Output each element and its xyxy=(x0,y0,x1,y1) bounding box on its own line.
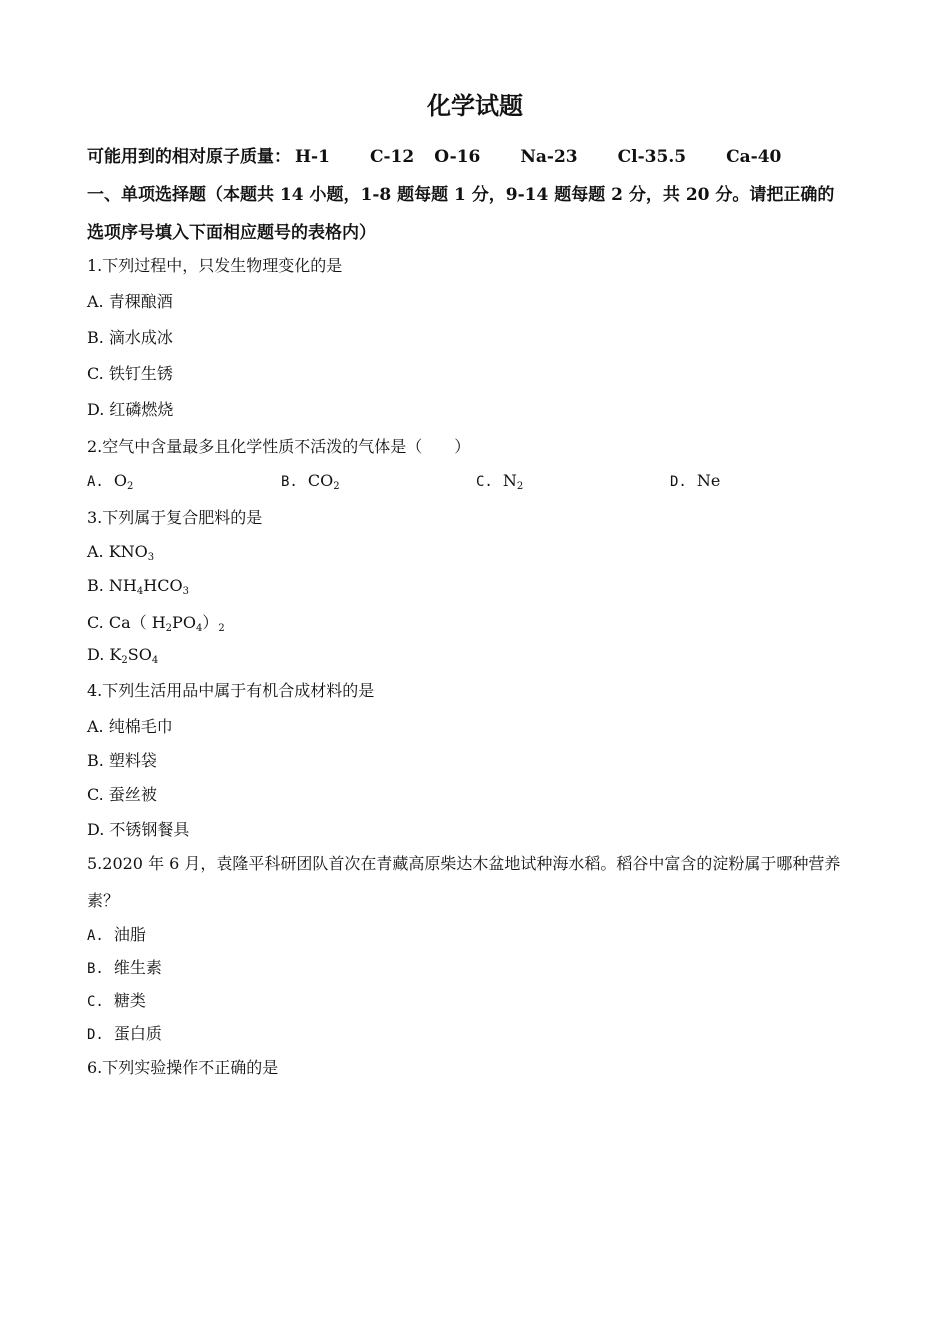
question-2-stem: 2.空气中含量最多且化学性质不活泼的气体是（ ） xyxy=(87,437,471,456)
q1-option-b: B. 滴水成冰 xyxy=(87,328,173,347)
question-3-stem: 3.下列属于复合肥料的是 xyxy=(87,508,263,527)
question-5-stem-line1: 5.2020 年 6 月，袁隆平科研团队首次在青藏高原柴达木盆地试种海水稻。稻谷中富含的淀粉属于哪种营养 xyxy=(87,854,841,873)
atomic-mass-h: H-1 xyxy=(295,147,330,167)
atomic-mass-na: Na-23 xyxy=(520,147,578,167)
q5-option-a: A. 油脂 xyxy=(87,925,146,944)
atomic-mass-c: C-12 xyxy=(369,147,415,167)
q2-option-b: B. $CO_2$ xyxy=(281,471,340,492)
q4-option-c: C. 蚕丝被 xyxy=(87,785,157,804)
q3-option-c: C. Ca（ $H_2PO_4)_2$ xyxy=(87,613,225,634)
q1-option-c: C. 铁钉生锈 xyxy=(87,364,173,383)
question-6-stem: 6.下列实验操作不正确的是 xyxy=(87,1058,279,1077)
q4-option-b: B. 塑料袋 xyxy=(87,751,157,770)
question-4-stem: 4.下列生活用品中属于有机合成材料的是 xyxy=(87,681,375,700)
q4-option-d: D. 不锈钢餐具 xyxy=(87,820,190,839)
q2-option-c: C. $N_2$ xyxy=(476,471,524,492)
atomic-mass-line xyxy=(87,142,781,167)
q3-option-a: A. $KNO_3$ xyxy=(87,542,155,563)
q5-option-c: C. 糖类 xyxy=(87,991,146,1010)
page-title: 化学试题 xyxy=(427,92,523,120)
question-1-stem: 1.下列过程中，只发生物理变化的是 xyxy=(87,256,343,275)
section-heading-line1: 一、单项选择题（本题共 14 小题，1-8 题每题 1 分，9-14 题每题 2 分，共 20 分。请把正确的 xyxy=(87,185,835,205)
q5-option-d: D. 蛋白质 xyxy=(87,1024,162,1043)
q4-option-a: A. 纯棉毛巾 xyxy=(87,717,173,736)
q3-option-d: D. $K_2SO_4$ xyxy=(87,645,159,666)
q5-option-b: B. 维生素 xyxy=(87,958,162,977)
atomic-mass-ca: Ca-40 xyxy=(726,147,782,167)
question-5-stem-line2: 素？ xyxy=(87,891,120,910)
atomic-mass-cl: Cl-35.5 xyxy=(617,147,687,167)
q1-option-a: A. 青稞酿酒 xyxy=(87,292,173,311)
atomic-mass-o: O-16 xyxy=(434,147,481,167)
q2-option-a: A. $O_2$ xyxy=(87,471,134,492)
q2-option-d: D. Ne xyxy=(670,471,721,490)
atomic-mass-label: 可能用到的相对原子质量： xyxy=(87,147,291,167)
q1-option-d: D. 红磷燃烧 xyxy=(87,400,174,419)
q3-option-b: B. $NH_4HCO_3$ xyxy=(87,576,189,597)
section-heading-line2: 选项序号填入下面相应题号的表格内） xyxy=(87,223,376,243)
